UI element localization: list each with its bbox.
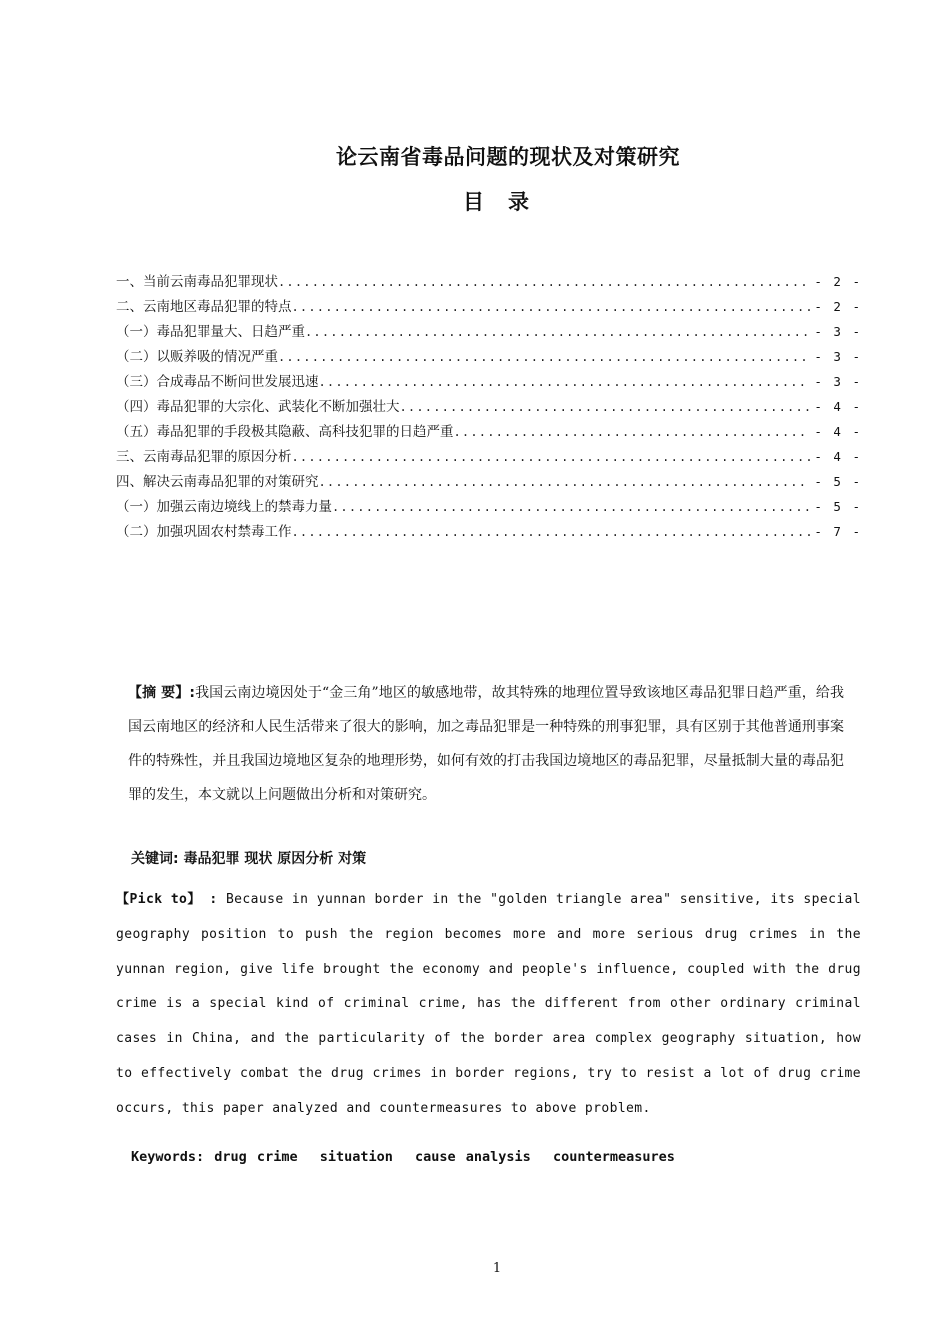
toc-entry-page: - 2 - <box>814 299 862 314</box>
abstract-zh-text: 我国云南边境因处于“金三角”地区的敏感地带，故其特殊的地理位置导致该地区毒品犯罪日趋严重，给我国云南地区的经济和人民生活带来了很大的影响，加之毒品犯罪是一种特殊的刑事犯罪，具有区别于其他普通刑事案件的特殊性，并且我国边境地区复杂的地理形势，如何有效的打击我国边境地区的毒品犯罪，尽量抵制大量的毒品犯罪的发生，本文就以上问题做出分析和对策研究。 <box>128 685 844 803</box>
toc-entry-page: - 5 - <box>814 474 862 489</box>
toc-entry[interactable] <box>116 270 862 295</box>
abstract-en-label: 【Pick to】 : <box>116 892 218 907</box>
abstract-zh <box>128 676 844 812</box>
toc-entry-page: - 4 - <box>814 424 862 439</box>
keyword-term: countermeasures <box>552 1149 675 1165</box>
toc-entry-title: （二）以贩养吸的情况严重 <box>116 349 278 365</box>
abstract-zh-label: 【摘 要】: <box>128 685 195 701</box>
toc-entry-page: - 5 - <box>814 499 862 514</box>
toc-entry-page: - 2 - <box>814 274 862 289</box>
toc-dot-leader <box>278 275 810 289</box>
toc-entry-page: - 3 - <box>814 374 862 389</box>
toc-entry[interactable] <box>116 470 862 495</box>
toc-dot-leader <box>305 325 810 339</box>
toc-entry-title: （五）毒品犯罪的手段极其隐蔽、高科技犯罪的日趋严重 <box>116 424 454 440</box>
toc-dot-leader <box>319 475 811 489</box>
table-of-contents <box>116 270 862 545</box>
toc-entry-page: - 4 - <box>814 399 862 414</box>
toc-entry-page: - 3 - <box>814 324 862 339</box>
toc-entry-title: （四）毒品犯罪的大宗化、武装化不断加强壮大 <box>116 399 400 415</box>
toc-entry-title: 四、解决云南毒品犯罪的对策研究 <box>116 474 319 490</box>
toc-entry-title: （三）合成毒品不断问世发展迅速 <box>116 374 319 390</box>
toc-entry[interactable] <box>116 520 862 545</box>
toc-entry-page: - 4 - <box>814 449 862 464</box>
toc-dot-leader <box>278 350 810 364</box>
toc-dot-leader <box>454 425 811 439</box>
toc-entry[interactable] <box>116 345 862 370</box>
toc-dot-leader <box>400 400 811 414</box>
document-title: 论云南省毒品问题的现状及对策研究 <box>336 145 680 169</box>
toc-entry-title: 三、云南毒品犯罪的原因分析 <box>116 449 292 465</box>
toc-entry[interactable] <box>116 395 862 420</box>
toc-entry[interactable] <box>116 495 862 520</box>
toc-entry[interactable] <box>116 320 862 345</box>
keyword-term: situation <box>319 1149 393 1165</box>
toc-entry-title: （一）毒品犯罪量大、日趋严重 <box>116 324 305 340</box>
toc-dot-leader <box>332 500 810 514</box>
toc-heading: 目录 <box>463 190 553 214</box>
keyword-term: drug crime <box>214 1149 298 1165</box>
abstract-en <box>116 883 861 1127</box>
keywords-zh: 关键词: 毒品犯罪 现状 原因分析 对策 <box>131 851 367 867</box>
toc-entry[interactable] <box>116 370 862 395</box>
toc-entry-page: - 3 - <box>814 349 862 364</box>
toc-dot-leader <box>292 525 811 539</box>
abstract-en-text: Because in yunnan border in the "golden triangle area" sensitive, its special geography position to push the region becomes more and more serious drug crimes in the yunnan region, give life brought the economy and people's influence, coupled with the drug crime is a special kind of criminal crime, has the different from other ordinary criminal cases in China, and the particularity of the border area complex geography situation, how to effectively combat the drug crimes in border regions, try to resist a lot of drug crime occurs, this paper analyzed and countermeasures to above problem. <box>116 892 862 1116</box>
toc-dot-leader <box>292 300 811 314</box>
keywords-en-label: Keywords: <box>131 1149 205 1165</box>
toc-entry-page: - 7 - <box>814 524 862 539</box>
keyword-term: cause analysis <box>415 1149 531 1165</box>
toc-entry[interactable] <box>116 445 862 470</box>
toc-dot-leader <box>292 450 811 464</box>
page-number: 1 <box>492 1261 502 1276</box>
toc-entry-title: （一）加强云南边境线上的禁毒力量 <box>116 499 332 515</box>
keywords-en <box>131 1149 687 1165</box>
toc-entry-title: 二、云南地区毒品犯罪的特点 <box>116 299 292 315</box>
toc-entry[interactable] <box>116 295 862 320</box>
toc-dot-leader <box>319 375 811 389</box>
toc-entry-title: （二）加强巩固农村禁毒工作 <box>116 524 292 540</box>
toc-entry[interactable] <box>116 420 862 445</box>
toc-entry-title: 一、当前云南毒品犯罪现状 <box>116 274 278 290</box>
